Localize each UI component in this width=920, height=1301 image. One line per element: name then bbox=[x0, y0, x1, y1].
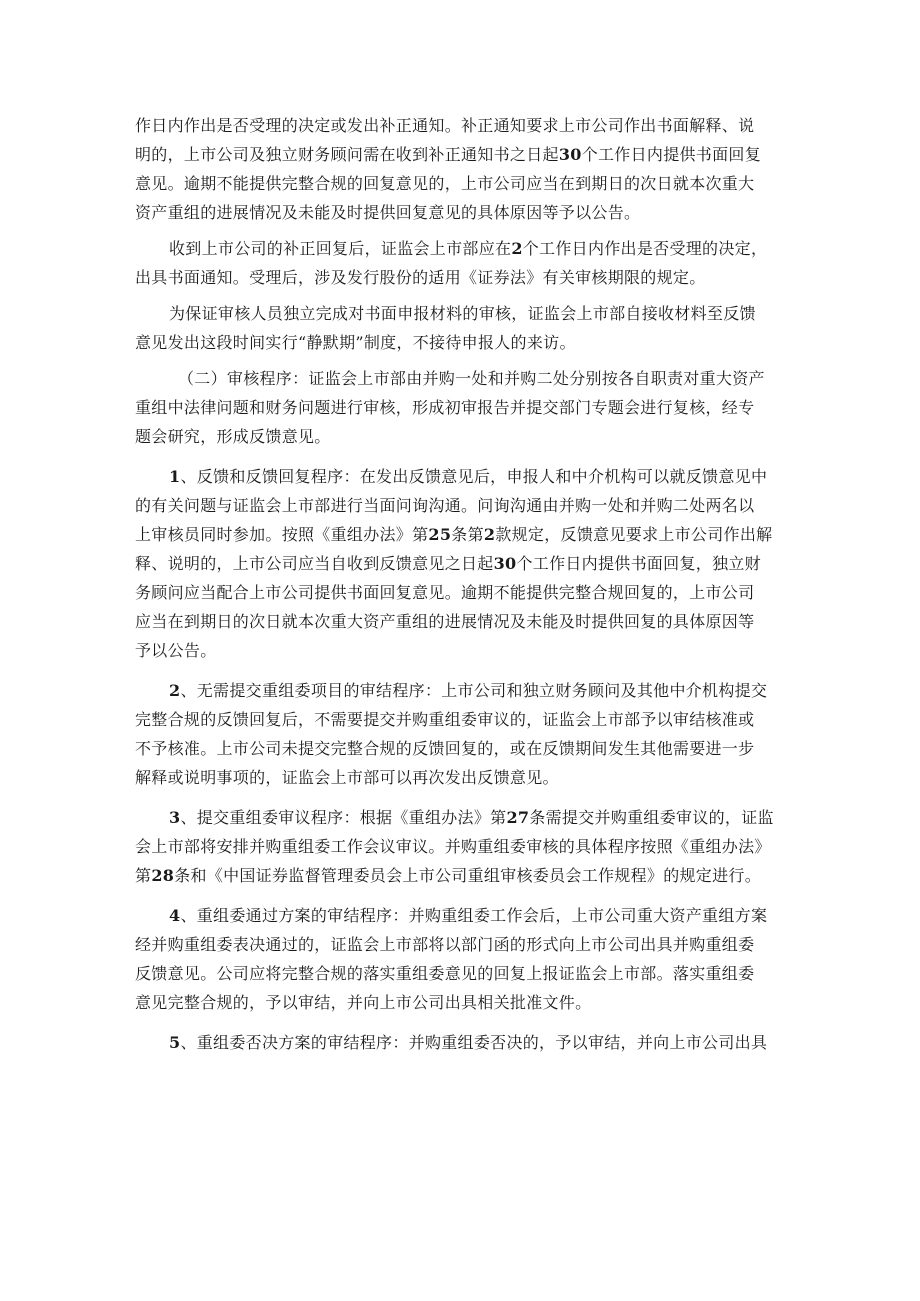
text-line: （二）审核程序：证监会上市部由并购一处和并购二处分别按各自职责对重大资产 bbox=[178, 369, 765, 388]
text-line: 4、重组委通过方案的审结程序：并购重组委工作会后，上市公司重大资产重组方案 bbox=[169, 906, 768, 925]
numeral: 27 bbox=[506, 808, 530, 827]
text-line: 题会研究，形成反馈意见。 bbox=[135, 427, 331, 446]
text-line: 出具书面通知。受理后，涉及发行股份的适用《证券法》有关审核期限的规定。 bbox=[135, 268, 706, 287]
text-line: 意见完整合规的，予以审结，并向上市公司出具相关批准文件。 bbox=[135, 993, 592, 1012]
paragraph-feedback-procedure bbox=[135, 462, 789, 665]
text-line: 会上市部将安排并购重组委工作会议审议。并购重组委审核的具体程序按照《重组办法》 bbox=[135, 837, 771, 856]
paragraph-committee-rejection bbox=[135, 1028, 789, 1057]
numeral: 2 bbox=[169, 681, 181, 700]
paragraph-review-procedure bbox=[135, 364, 789, 451]
text-line: 为保证审核人员独立完成对书面申报材料的审核，证监会上市部自接收材料至反馈 bbox=[169, 304, 756, 323]
text-line: 2、无需提交重组委项目的审结程序：上市公司和独立财务顾问及其他中介机构提交 bbox=[169, 681, 768, 700]
numeral: 3 bbox=[169, 808, 181, 827]
paragraph-quiet-period bbox=[135, 299, 789, 357]
text-line: 予以公告。 bbox=[135, 641, 217, 660]
paragraph-no-committee-procedure bbox=[135, 676, 789, 792]
numeral: 25 bbox=[428, 525, 452, 544]
text-line: 1、反馈和反馈回复程序：在发出反馈意见后，申报人和中介机构可以就反馈意见中 bbox=[169, 467, 768, 486]
numeral: 5 bbox=[169, 1033, 181, 1052]
numeral: 1 bbox=[169, 467, 181, 486]
text-line: 释、说明的，上市公司应当自收到反馈意见之日起30个工作日内提供书面回复，独立财 bbox=[135, 554, 761, 573]
text-line: 3、提交重组委审议程序：根据《重组办法》第27条需提交并购重组委审议的，证监 bbox=[169, 808, 774, 827]
numeral: 4 bbox=[169, 906, 181, 925]
text-line: 意见。逾期不能提供完整合规的回复意见的，上市公司应当在到期日的次日就本次重大 bbox=[135, 174, 755, 193]
text-line: 不予核准。上市公司未提交完整合规的反馈回复的，或在反馈期间发生其他需要进一步 bbox=[135, 739, 755, 758]
text-line: 第28条和《中国证券监督管理委员会上市公司重组审核委员会工作规程》的规定进行。 bbox=[135, 866, 761, 885]
numeral: 30 bbox=[558, 145, 582, 164]
numeral: 2 bbox=[483, 525, 496, 544]
text-line: 5、重组委否决方案的审结程序：并购重组委否决的，予以审结，并向上市公司出具 bbox=[169, 1033, 768, 1052]
paragraph-supplement-notice bbox=[135, 111, 789, 227]
paragraph-acceptance bbox=[135, 234, 789, 292]
text-line: 资产重组的进展情况及未能及时提供回复意见的具体原因等予以公告。 bbox=[135, 203, 641, 222]
paragraph-committee-approval bbox=[135, 901, 789, 1017]
text-line: 务顾问应当配合上市公司提供书面回复意见。逾期不能提供完整合规回复的，上市公司 bbox=[135, 583, 755, 602]
numeral: 30 bbox=[493, 554, 517, 573]
text-line: 收到上市公司的补正回复后，证监会上市部应在2个工作日内作出是否受理的决定， bbox=[169, 239, 768, 258]
text-line: 重组中法律问题和财务问题进行审核，形成初审报告并提交部门专题会进行复核，经专 bbox=[135, 398, 755, 417]
text-line: 的有关问题与证监会上市部进行当面问询沟通。问询沟通由并购一处和并购二处两名以 bbox=[135, 496, 755, 515]
text-line: 应当在到期日的次日就本次重大资产重组的进展情况及未能及时提供回复的具体原因等 bbox=[135, 612, 755, 631]
text-line: 上审核员同时参加。按照《重组办法》第25条第2款规定，反馈意见要求上市公司作出解 bbox=[135, 525, 773, 544]
text-line: 意见发出这段时间实行“静默期”制度，不接待申报人的来访。 bbox=[135, 333, 576, 352]
paragraph-committee-review bbox=[135, 803, 789, 890]
numeral: 28 bbox=[151, 866, 175, 885]
document-page bbox=[135, 111, 789, 1057]
text-line: 作日内作出是否受理的决定或发出补正通知。补正通知要求上市公司作出书面解释、说 bbox=[135, 116, 755, 135]
text-line: 经并购重组委表决通过的，证监会上市部将以部门函的形式向上市公司出具并购重组委 bbox=[135, 935, 755, 954]
text-line: 明的，上市公司及独立财务顾问需在收到补正通知书之日起30个工作日内提供书面回复 bbox=[135, 145, 761, 164]
text-line: 反馈意见。公司应将完整合规的落实重组委意见的回复上报证监会上市部。落实重组委 bbox=[135, 964, 755, 983]
numeral: 2 bbox=[511, 239, 523, 258]
text-line: 解释或说明事项的，证监会上市部可以再次发出反馈意见。 bbox=[135, 768, 559, 787]
text-line: 完整合规的反馈回复后，不需要提交并购重组委审议的，证监会上市部予以审结核准或 bbox=[135, 710, 755, 729]
